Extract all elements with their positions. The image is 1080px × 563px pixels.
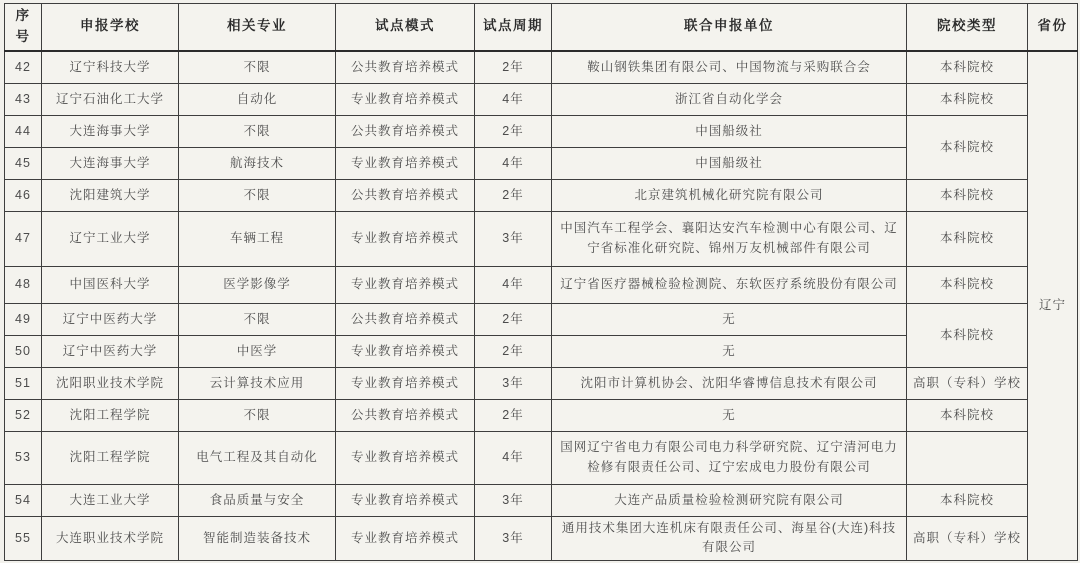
cell-school: 大连海事大学 (42, 147, 179, 179)
cell-period: 2年 (475, 179, 552, 211)
cell-period: 3年 (475, 211, 552, 266)
cell-school: 辽宁中医药大学 (42, 303, 179, 335)
cell-major: 不限 (179, 51, 336, 84)
col-header-mode: 试点模式 (336, 4, 475, 51)
cell-major: 不限 (179, 179, 336, 211)
cell-school: 沈阳工程学院 (42, 431, 179, 484)
table-body (5, 51, 1078, 560)
cell-major: 不限 (179, 303, 336, 335)
col-header-province: 省份 (1028, 4, 1078, 51)
cell-partner: 北京建筑机械化研究院有限公司 (552, 179, 907, 211)
col-header-type: 院校类型 (907, 4, 1028, 51)
cell-type: 本科院校 (907, 303, 1028, 367)
cell-period: 2年 (475, 399, 552, 431)
cell-serial: 55 (5, 516, 42, 560)
cell-major: 医学影像学 (179, 266, 336, 303)
table-row (5, 399, 1078, 431)
cell-partner: 中国船级社 (552, 115, 907, 147)
cell-serial: 50 (5, 335, 42, 367)
cell-period: 3年 (475, 484, 552, 516)
table-row (5, 367, 1078, 399)
cell-major: 不限 (179, 399, 336, 431)
cell-school: 辽宁科技大学 (42, 51, 179, 84)
cell-partner: 中国汽车工程学会、襄阳达安汽车检测中心有限公司、辽宁省标准化研究院、锦州万友机械部件有限公司 (552, 211, 907, 266)
cell-period: 2年 (475, 115, 552, 147)
cell-partner: 国网辽宁省电力有限公司电力科学研究院、辽宁清河电力检修有限责任公司、辽宁宏成电力股份有限公司 (552, 431, 907, 484)
cell-partner: 无 (552, 335, 907, 367)
cell-major: 自动化 (179, 83, 336, 115)
cell-serial: 43 (5, 83, 42, 115)
cell-school: 大连海事大学 (42, 115, 179, 147)
cell-type: 本科院校 (907, 266, 1028, 303)
cell-mode: 公共教育培养模式 (336, 399, 475, 431)
cell-mode: 公共教育培养模式 (336, 115, 475, 147)
cell-major: 智能制造装备技术 (179, 516, 336, 560)
cell-major: 航海技术 (179, 147, 336, 179)
cell-mode: 专业教育培养模式 (336, 484, 475, 516)
cell-mode: 公共教育培养模式 (336, 179, 475, 211)
cell-type (907, 431, 1028, 484)
col-header-partner: 联合申报单位 (552, 4, 907, 51)
cell-major: 食品质量与安全 (179, 484, 336, 516)
cell-partner: 大连产品质量检验检测研究院有限公司 (552, 484, 907, 516)
cell-serial: 46 (5, 179, 42, 211)
cell-period: 4年 (475, 147, 552, 179)
cell-period: 2年 (475, 335, 552, 367)
cell-type: 本科院校 (907, 179, 1028, 211)
pilot-program-table (4, 3, 1078, 561)
cell-school: 辽宁工业大学 (42, 211, 179, 266)
cell-serial: 44 (5, 115, 42, 147)
cell-type: 本科院校 (907, 399, 1028, 431)
cell-type: 本科院校 (907, 211, 1028, 266)
cell-partner: 鞍山钢铁集团有限公司、中国物流与采购联合会 (552, 51, 907, 84)
table-row (5, 303, 1078, 335)
cell-mode: 专业教育培养模式 (336, 335, 475, 367)
table-row (5, 179, 1078, 211)
cell-serial: 49 (5, 303, 42, 335)
cell-partner: 中国船级社 (552, 147, 907, 179)
cell-partner: 沈阳市计算机协会、沈阳华睿博信息技术有限公司 (552, 367, 907, 399)
table-row (5, 115, 1078, 147)
cell-major: 电气工程及其自动化 (179, 431, 336, 484)
cell-period: 3年 (475, 367, 552, 399)
table-row (5, 516, 1078, 560)
cell-period: 2年 (475, 303, 552, 335)
cell-period: 3年 (475, 516, 552, 560)
col-header-period: 试点周期 (475, 4, 552, 51)
cell-mode: 专业教育培养模式 (336, 147, 475, 179)
table-row (5, 51, 1078, 84)
cell-period: 4年 (475, 83, 552, 115)
col-header-major: 相关专业 (179, 4, 336, 51)
cell-type: 本科院校 (907, 83, 1028, 115)
cell-serial: 54 (5, 484, 42, 516)
cell-serial: 48 (5, 266, 42, 303)
cell-school: 中国医科大学 (42, 266, 179, 303)
cell-school: 辽宁中医药大学 (42, 335, 179, 367)
cell-period: 4年 (475, 266, 552, 303)
table-row (5, 431, 1078, 484)
cell-serial: 51 (5, 367, 42, 399)
cell-school: 大连职业技术学院 (42, 516, 179, 560)
cell-mode: 专业教育培养模式 (336, 367, 475, 399)
table-row (5, 266, 1078, 303)
cell-type: 本科院校 (907, 484, 1028, 516)
table-row (5, 484, 1078, 516)
cell-period: 2年 (475, 51, 552, 84)
cell-major: 不限 (179, 115, 336, 147)
cell-serial: 53 (5, 431, 42, 484)
cell-school: 沈阳职业技术学院 (42, 367, 179, 399)
cell-partner: 通用技术集团大连机床有限责任公司、海星谷(大连)科技有限公司 (552, 516, 907, 560)
cell-partner: 无 (552, 303, 907, 335)
cell-mode: 专业教育培养模式 (336, 211, 475, 266)
cell-major: 云计算技术应用 (179, 367, 336, 399)
cell-province: 辽宁 (1028, 51, 1078, 560)
table-header (5, 4, 1078, 51)
cell-mode: 公共教育培养模式 (336, 303, 475, 335)
table-row (5, 211, 1078, 266)
cell-school: 大连工业大学 (42, 484, 179, 516)
cell-serial: 47 (5, 211, 42, 266)
col-header-school: 申报学校 (42, 4, 179, 51)
cell-mode: 专业教育培养模式 (336, 83, 475, 115)
table-row (5, 83, 1078, 115)
cell-school: 辽宁石油化工大学 (42, 83, 179, 115)
cell-type: 本科院校 (907, 115, 1028, 179)
cell-mode: 公共教育培养模式 (336, 51, 475, 84)
cell-partner: 无 (552, 399, 907, 431)
cell-serial: 45 (5, 147, 42, 179)
cell-mode: 专业教育培养模式 (336, 266, 475, 303)
col-header-serial: 序号 (5, 4, 42, 51)
cell-type: 高职（专科）学校 (907, 516, 1028, 560)
cell-major: 中医学 (179, 335, 336, 367)
cell-serial: 42 (5, 51, 42, 84)
cell-partner: 辽宁省医疗器械检验检测院、东软医疗系统股份有限公司 (552, 266, 907, 303)
cell-mode: 专业教育培养模式 (336, 516, 475, 560)
cell-serial: 52 (5, 399, 42, 431)
cell-partner: 浙江省自动化学会 (552, 83, 907, 115)
cell-school: 沈阳建筑大学 (42, 179, 179, 211)
header-row (5, 4, 1078, 51)
cell-period: 4年 (475, 431, 552, 484)
cell-major: 车辆工程 (179, 211, 336, 266)
cell-type: 本科院校 (907, 51, 1028, 84)
cell-type: 高职（专科）学校 (907, 367, 1028, 399)
cell-mode: 专业教育培养模式 (336, 431, 475, 484)
cell-school: 沈阳工程学院 (42, 399, 179, 431)
